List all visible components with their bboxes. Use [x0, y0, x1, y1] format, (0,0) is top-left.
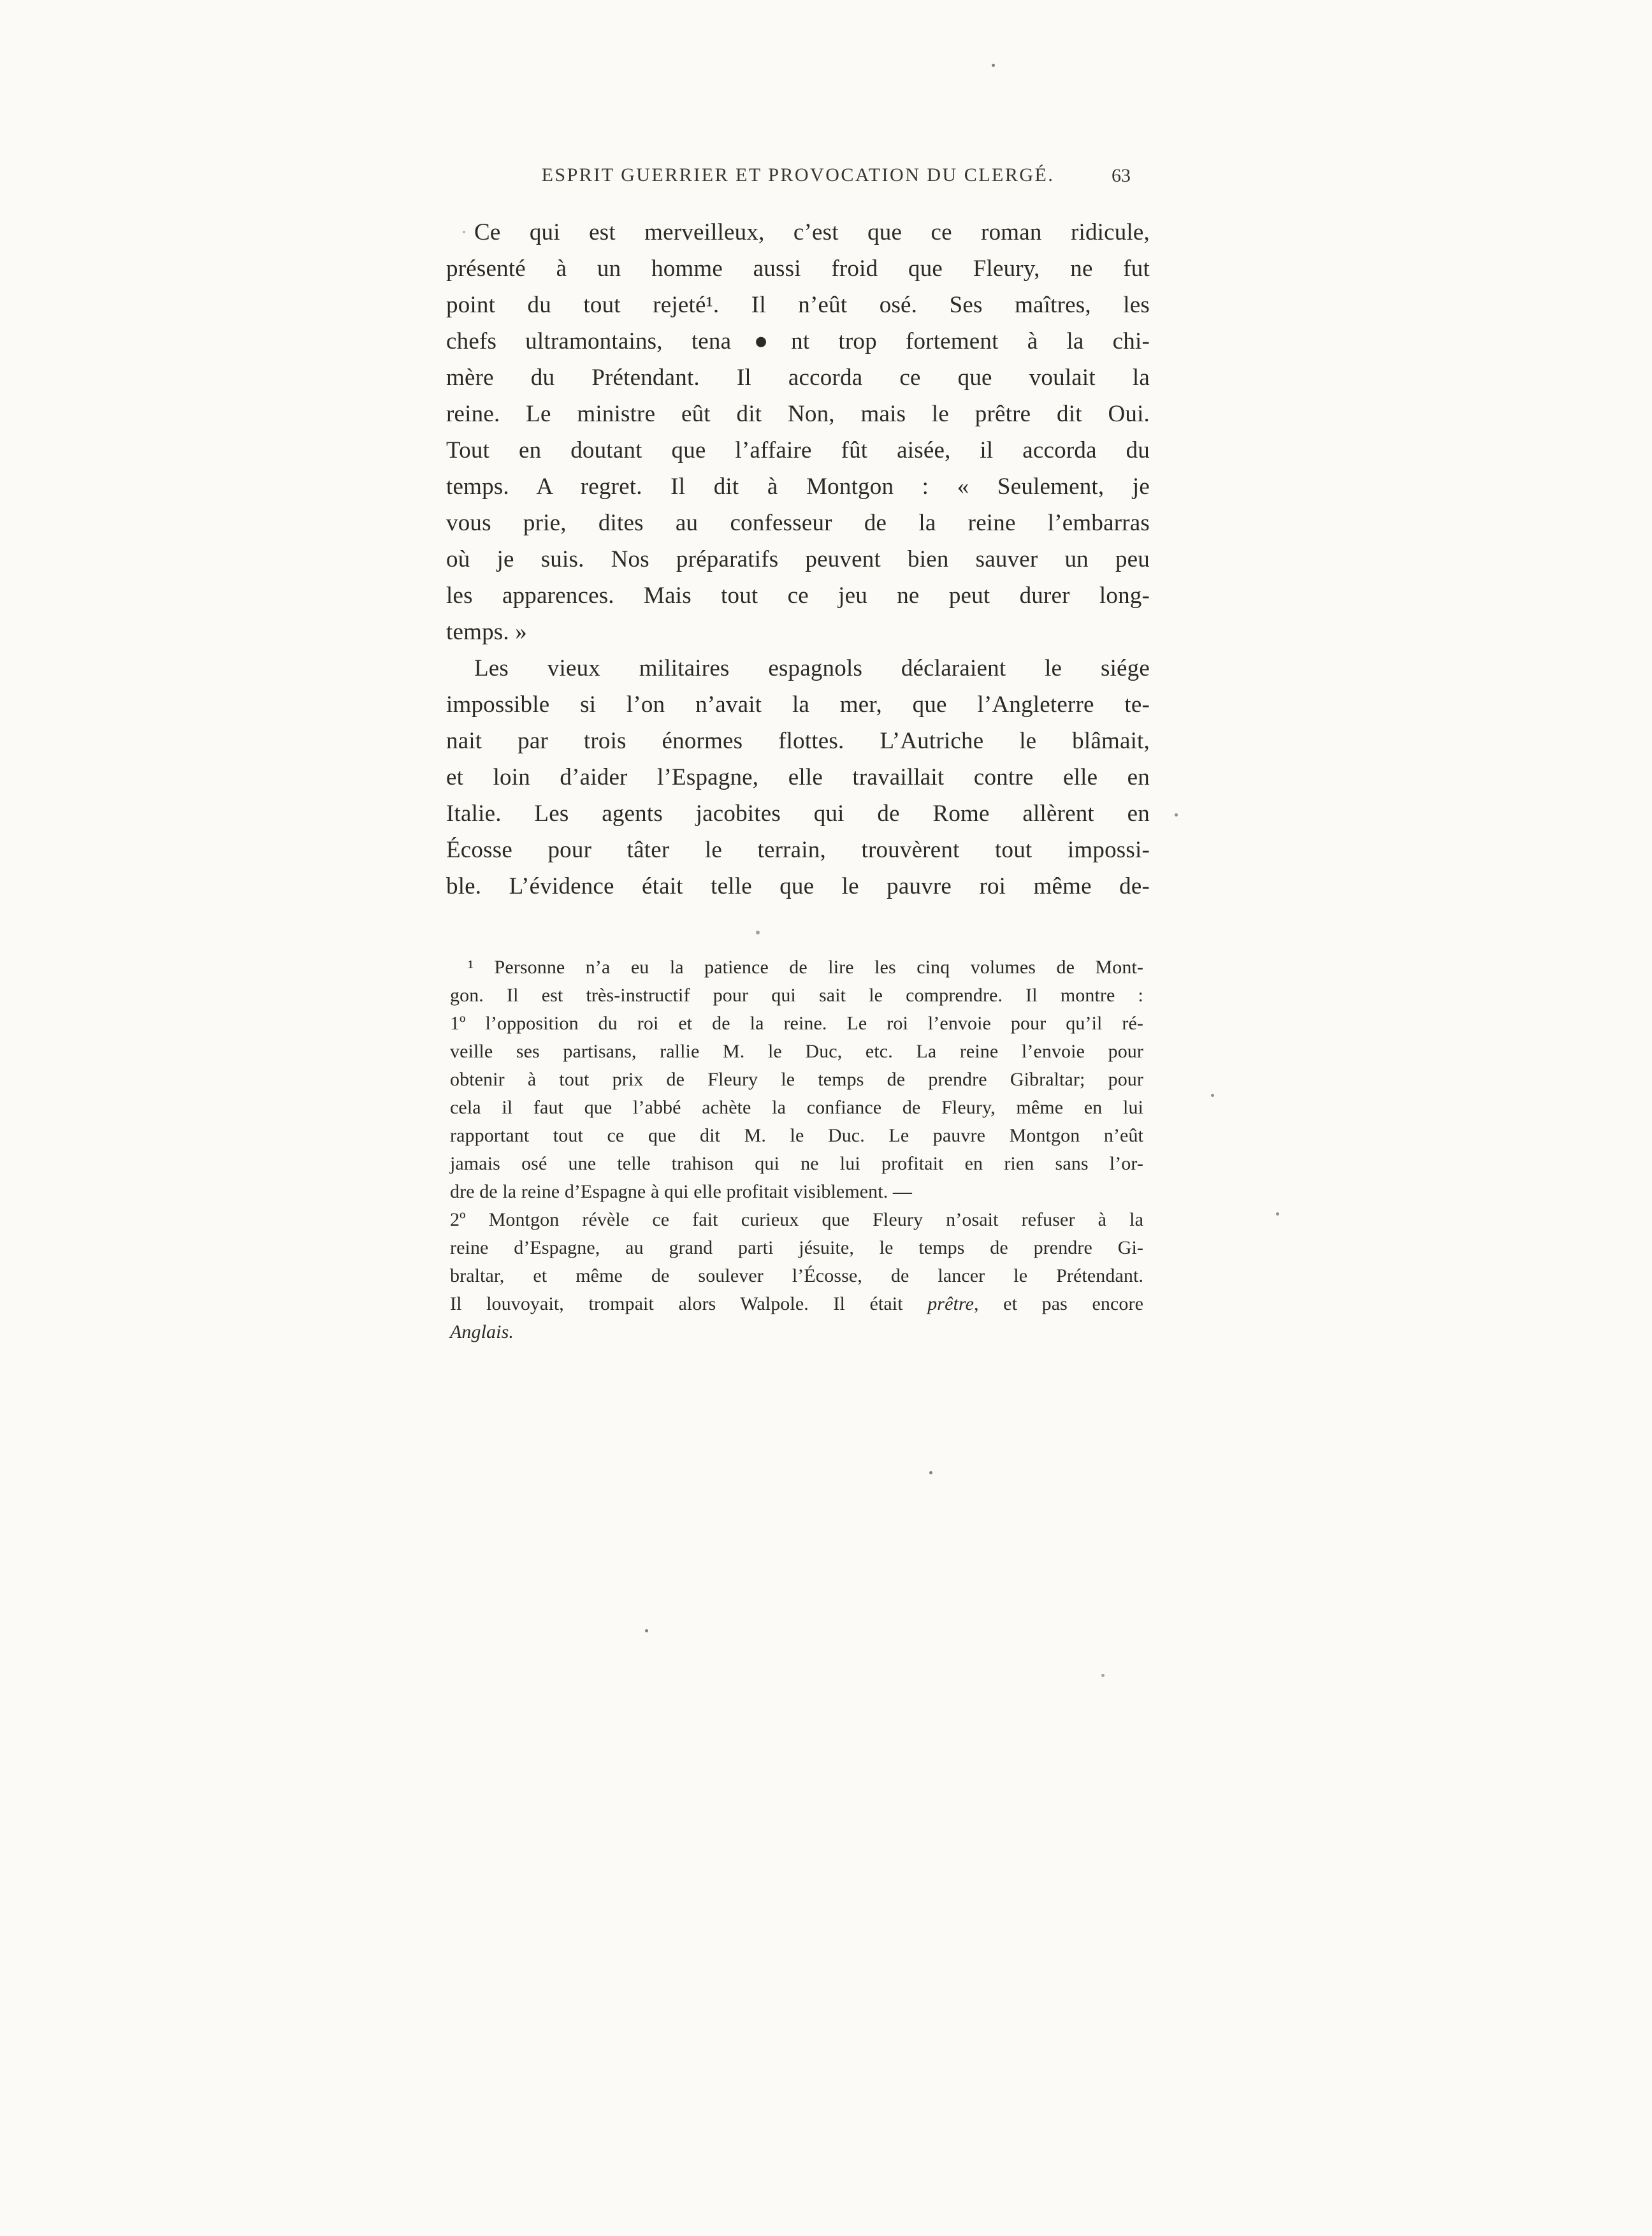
- text-line: gon. Il est très-instructif pour qui sait le comprendre. Il montre :: [450, 985, 1143, 1006]
- text-line: mère du Prétendant. Il accorda ce que voulait la: [446, 365, 1150, 391]
- italic-text: prêtre: [927, 1293, 975, 1314]
- text-line: où je suis. Nos préparatifs peuvent bien sauver un peu: [446, 546, 1150, 572]
- text-line: les apparences. Mais tout ce jeu ne peut durer long-: [446, 583, 1150, 609]
- text-line: temps. »: [446, 619, 527, 645]
- text-line: chefs ultramontains, tena●nt trop fortement à la chi-: [446, 328, 1150, 354]
- text-line: 1º l’opposition du roi et de la reine. Le roi l’envoie pour qu’il ré-: [450, 1013, 1143, 1034]
- text-segment: Il louvoyait, trompait alors Walpole. Il était: [450, 1293, 928, 1314]
- text-line: impossible si l’on n’avait la mer, que l’Angleterre te-: [446, 692, 1150, 718]
- italic-text: Anglais.: [450, 1321, 514, 1342]
- text-line: jamais osé une telle trahison qui ne lui profitait en rien sans l’or-: [450, 1153, 1143, 1174]
- scan-speck: [756, 931, 760, 934]
- text-line: rapportant tout ce que dit M. le Duc. Le pauvre Montgon n’eût: [450, 1125, 1143, 1146]
- text-line: nait par trois énormes flottes. L’Autriche le blâmait,: [446, 728, 1150, 754]
- scan-speck: [1175, 813, 1178, 817]
- text-line: Écosse pour tâter le terrain, trouvèrent tout impossi-: [446, 837, 1150, 863]
- footnote: [450, 954, 1143, 1346]
- text-line: Tout en doutant que l’affaire fût aisée, il accorda du: [446, 437, 1150, 463]
- text-line: et loin d’aider l’Espagne, elle travaillait contre elle en: [446, 764, 1150, 790]
- text-line: vous prie, dites au confesseur de la reine l’embarras: [446, 510, 1150, 536]
- text-line: [450, 1290, 1143, 1318]
- text-line: ble. L’évidence était telle que le pauvre roi même de-: [446, 873, 1150, 899]
- scan-speck: [992, 64, 995, 67]
- text-line: reine. Le ministre eût dit Non, mais le prêtre dit Oui.: [446, 401, 1150, 427]
- text-line: reine d’Espagne, au grand parti jésuite, le temps de prendre Gi-: [450, 1237, 1143, 1258]
- scan-speck: [929, 1471, 932, 1474]
- text-line: braltar, et même de soulever l’Écosse, de lancer le Prétendant.: [450, 1265, 1143, 1286]
- scan-speck: [463, 231, 465, 233]
- text-line: ¹ Personne n’a eu la patience de lire les cinq volumes de Mont-: [468, 957, 1143, 978]
- text-line: Les vieux militaires espagnols déclaraient le siége: [474, 655, 1150, 681]
- text-line: Ce qui est merveilleux, c’est que ce roman ridicule,: [474, 219, 1150, 245]
- text-line: [450, 1318, 1143, 1346]
- text-segment: , et pas encore: [974, 1293, 1143, 1314]
- scan-speck: [645, 1629, 648, 1632]
- text-line: veille ses partisans, rallie M. le Duc, etc. La reine l’envoie pour: [450, 1041, 1143, 1062]
- text-line: temps. A regret. Il dit à Montgon : « Seulement, je: [446, 474, 1150, 500]
- text-line: présenté à un homme aussi froid que Fleury, ne fut: [446, 256, 1150, 282]
- text-line: point du tout rejeté¹. Il n’eût osé. Ses maîtres, les: [446, 292, 1150, 318]
- page-number: 63: [1112, 165, 1131, 186]
- text-line: 2º Montgon révèle ce fait curieux que Fleury n’osait refuser à la: [450, 1209, 1143, 1230]
- scan-speck: [1211, 1094, 1214, 1097]
- scan-speck: [1101, 1674, 1105, 1677]
- running-title: ESPRIT GUERRIER ET PROVOCATION DU CLERGÉ.: [541, 164, 1055, 185]
- scan-speck: [1276, 1212, 1279, 1216]
- page-header: [446, 164, 1150, 191]
- text-line: dre de la reine d’Espagne à qui elle profitait visiblement. —: [450, 1181, 913, 1202]
- text-line: cela il faut que l’abbé achète la confiance de Fleury, même en lui: [450, 1097, 1143, 1118]
- text-line: obtenir à tout prix de Fleury le temps de prendre Gibraltar; pour: [450, 1069, 1143, 1090]
- text-line: Italie. Les agents jacobites qui de Rome allèrent en: [446, 801, 1150, 827]
- body-text: [446, 214, 1150, 904]
